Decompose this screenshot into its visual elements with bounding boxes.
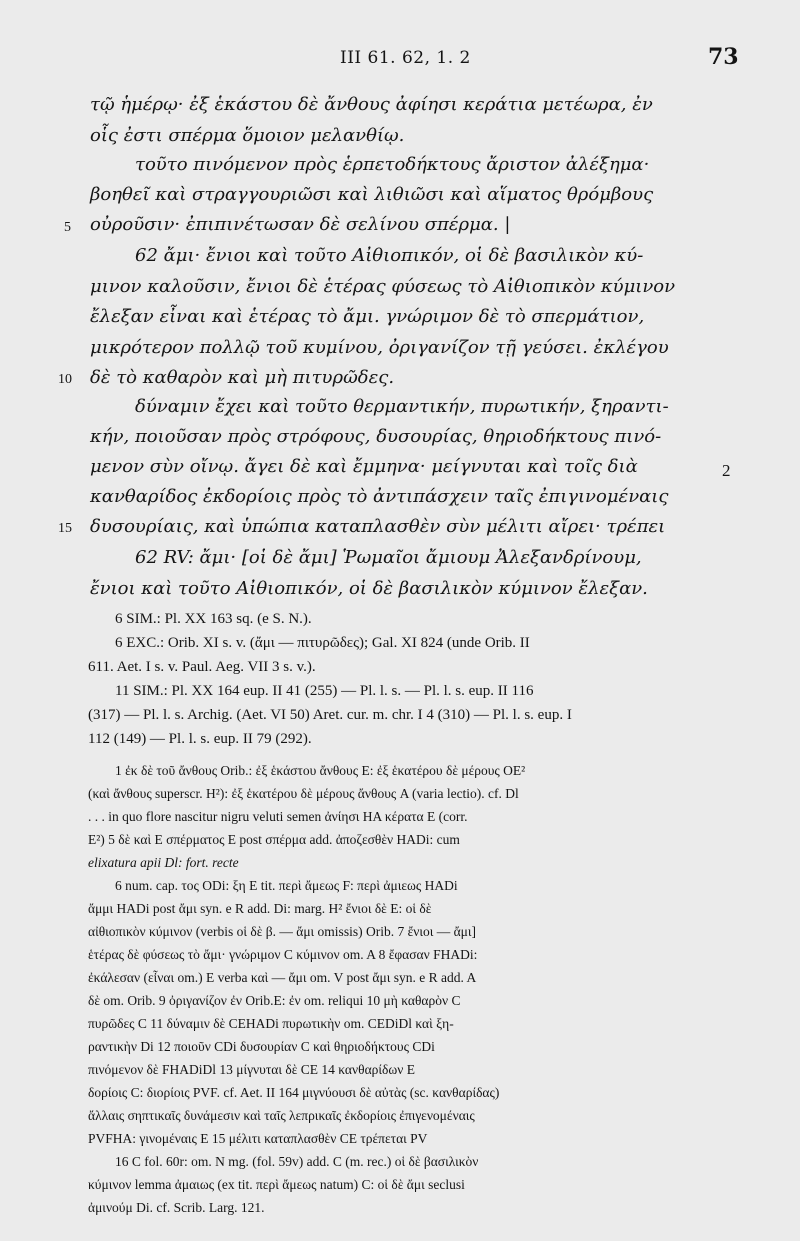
main-text-line: ἔλεξαν εἶναι καὶ ἑτέρας τὸ ἄμι. γνώριμον δὲ τὸ σπερμάτιον, <box>90 306 645 327</box>
main-text-line: μικρότερον πολλῷ τοῦ κυμίνου, ὀριγανίζον τῇ γεύσει. ἐκλέγου <box>90 337 669 358</box>
main-text-line: 62 ἄμι· ἔνιοι καὶ τοῦτο Αἰθιοπικόν, οἱ δὲ βασιλικὸν κύ- <box>135 245 644 266</box>
apparatus-line: δορίοις C: διορίοις PVF. cf. Aet. II 164 μιγνύουσι δὲ αὐτὰς (sc. κανθαρίδας) <box>88 1085 500 1100</box>
apparatus-line: 1 ἐκ δὲ τοῦ ἄνθους Orib.: ἐξ ἑκάστου ἄνθους E: ἐξ ἑκατέρου δὲ μέρους OE² <box>115 763 526 778</box>
main-text-line: βοηθεῖ καὶ στραγγουριῶσι καὶ λιθιῶσι καὶ αἵματος θρόμβους <box>90 184 654 205</box>
apparatus-line: elixatura apii Dl: fort. recte <box>88 855 239 870</box>
apparatus-line: δὲ om. Orib. 9 ὀριγανίζον ἐν Orib.E: ἐν om. reliqui 10 μὴ καθαρὸν C <box>88 993 461 1008</box>
similia-line: 6 EXC.: Orib. XI s. v. (ἄμι — πιτυρῶδες); Gal. XI 824 (unde Orib. II <box>115 635 530 651</box>
apparatus-line: ἐκάλεσαν (εἶναι om.) E verba καὶ — ἄμι om. V post ἄμι syn. e R add. A <box>88 970 477 985</box>
apparatus-line: κύμινον lemma ἀμαιως (ex tit. περὶ ἄμεως natum) C: οἱ δὲ ἄμι seclusi <box>88 1177 465 1192</box>
main-text-line: οἷς ἐστι σπέρμα ὅμοιον μελανθίῳ. <box>90 125 405 146</box>
line-number: 10 <box>58 372 72 387</box>
apparatus-line: E²) 5 δὲ καὶ E σπέρματος E post σπέρμα add. ἀποζεσθὲν HADi: cum <box>88 832 460 847</box>
apparatus-line: . . . in quo flore nascitur nigru veluti semen ἀνίησι HA κέρατα E (corr. <box>88 809 468 824</box>
page-number: 73 <box>708 44 739 70</box>
page-header <box>0 42 800 72</box>
similia-line: 611. Aet. I s. v. Paul. Aeg. VII 3 s. v.). <box>88 659 316 675</box>
line-number: 5 <box>64 220 71 235</box>
main-text-line: μινον καλοῦσιν, ἔνιοι δὲ ἑτέρας φύσεως τὸ Αἰθιοπικὸν κύμινον <box>90 276 676 297</box>
line-number: 15 <box>58 521 72 536</box>
main-text-line: τῷ ἡμέρῳ· ἐξ ἑκάστου δὲ ἄνθους ἀφίησι κεράτια μετέωρα, ἐν <box>90 94 653 115</box>
apparatus-line: πινόμενον δὲ FHADiDl 13 μίγνυται δὲ CE 14 κανθαρίδων E <box>88 1062 415 1077</box>
running-head: III 61. 62, 1. 2 <box>340 48 471 68</box>
apparatus-line: PVFHA: γινομέναις E 15 μέλιτι καταπλασθὲν CE τρέπεται PV <box>88 1131 428 1146</box>
apparatus-line: 6 num. cap. τος ODi: ξη E tit. περὶ ἄμεως F: περὶ ἀμιεως HADi <box>115 878 458 893</box>
similia-line: (317) — Pl. l. s. Archig. (Aet. VI 50) Aret. cur. m. chr. I 4 (310) — Pl. l. s. eup. I <box>88 707 572 723</box>
ry-text-line: ἔνιοι καὶ τοῦτο Αἰθιοπικόν, οἱ δὲ βασιλικὸν κύμινον ἔλεξαν. <box>90 578 648 599</box>
main-text-line: οὐροῦσιν· ἐπιπινέτωσαν δὲ σελίνου σπέρμα. | <box>90 214 511 235</box>
main-text-line: δυσουρίαις, καὶ ὑπώπια καταπλασθὲν σὺν μέλιτι αἴρει· τρέπει <box>90 516 666 537</box>
apparatus-line: πυρῶδες C 11 δύναμιν δὲ CEHADi πυρωτικὴν om. CEDiDl καὶ ξη- <box>88 1016 454 1031</box>
main-text-line: κήν, ποιοῦσαν πρὸς στρόφους, δυσουρίας, θηριοδήκτους πινό- <box>90 426 662 447</box>
similia-line: 6 SIM.: Pl. XX 163 sq. (e S. N.). <box>115 611 312 627</box>
apparatus-line: ἄμμι HADi post ἄμι syn. e R add. Di: marg. H² ἔνιοι δὲ E: οἱ δὲ <box>88 901 432 916</box>
apparatus-line: (καὶ ἄνθους superscr. H²): ἐξ ἑκατέρου δὲ μέρους ἄνθους A (varia lectio). cf. Dl <box>88 786 519 801</box>
similia-line: 112 (149) — Pl. l. s. eup. II 79 (292). <box>88 731 312 747</box>
apparatus-line: 16 C fol. 60r: om. N mg. (fol. 59v) add. C (m. rec.) οἱ δὲ βασιλικὸν <box>115 1154 479 1169</box>
apparatus-line: ραντικὴν Di 12 ποιοῦν CDi δυσουρίαν C καὶ θηριοδήκτους CDi <box>88 1039 435 1054</box>
apparatus-line: ἄλλαις σηπτικαῖς δυνάμεσιν καὶ ταῖς λεπρικαῖς ἐκδορίοις ἐπιγενομέναις <box>88 1108 475 1123</box>
ry-text-line: 62 RV: ἄμι· [οἱ δὲ ἄμι] Ῥωμαῖοι ἄμιουμ Ἀλεξανδρίνουμ, <box>135 547 642 568</box>
main-text-line: κανθαρίδος ἐκδορίοις πρὸς τὸ ἀντιπάσχειν ταῖς ἐπιγινομέναις <box>90 486 669 507</box>
margin-number: 2 <box>722 461 731 480</box>
main-text-line: μενον σὺν οἴνῳ. ἄγει δὲ καὶ ἔμμηνα· μείγνυται καὶ τοῖς διὰ <box>90 456 638 477</box>
main-text-line: τοῦτο πινόμενον πρὸς ἑρπετοδήκτους ἄριστον ἀλέξημα· <box>135 154 650 175</box>
apparatus-line: ἀμινούμ Di. cf. Scrib. Larg. 121. <box>88 1200 265 1215</box>
apparatus-line: αἰθιοπικὸν κύμινον (verbis οἱ δὲ β. — ἄμι omissis) Orib. 7 ἔνιοι — ἄμι] <box>88 924 477 939</box>
apparatus-line: ἑτέρας δὲ φύσεως τὸ ἄμι· γνώριμον C κύμινον om. A 8 ἔφασαν FHADi: <box>88 947 478 962</box>
main-text-line: δύναμιν ἔχει καὶ τοῦτο θερμαντικήν, πυρωτικήν, ξηραντι- <box>135 396 669 417</box>
similia-line: 11 SIM.: Pl. XX 164 eup. II 41 (255) — Pl. l. s. — Pl. l. s. eup. II 116 <box>115 683 534 699</box>
main-text-line: δὲ τὸ καθαρὸν καὶ μὴ πιτυρῶδες. <box>90 367 395 388</box>
